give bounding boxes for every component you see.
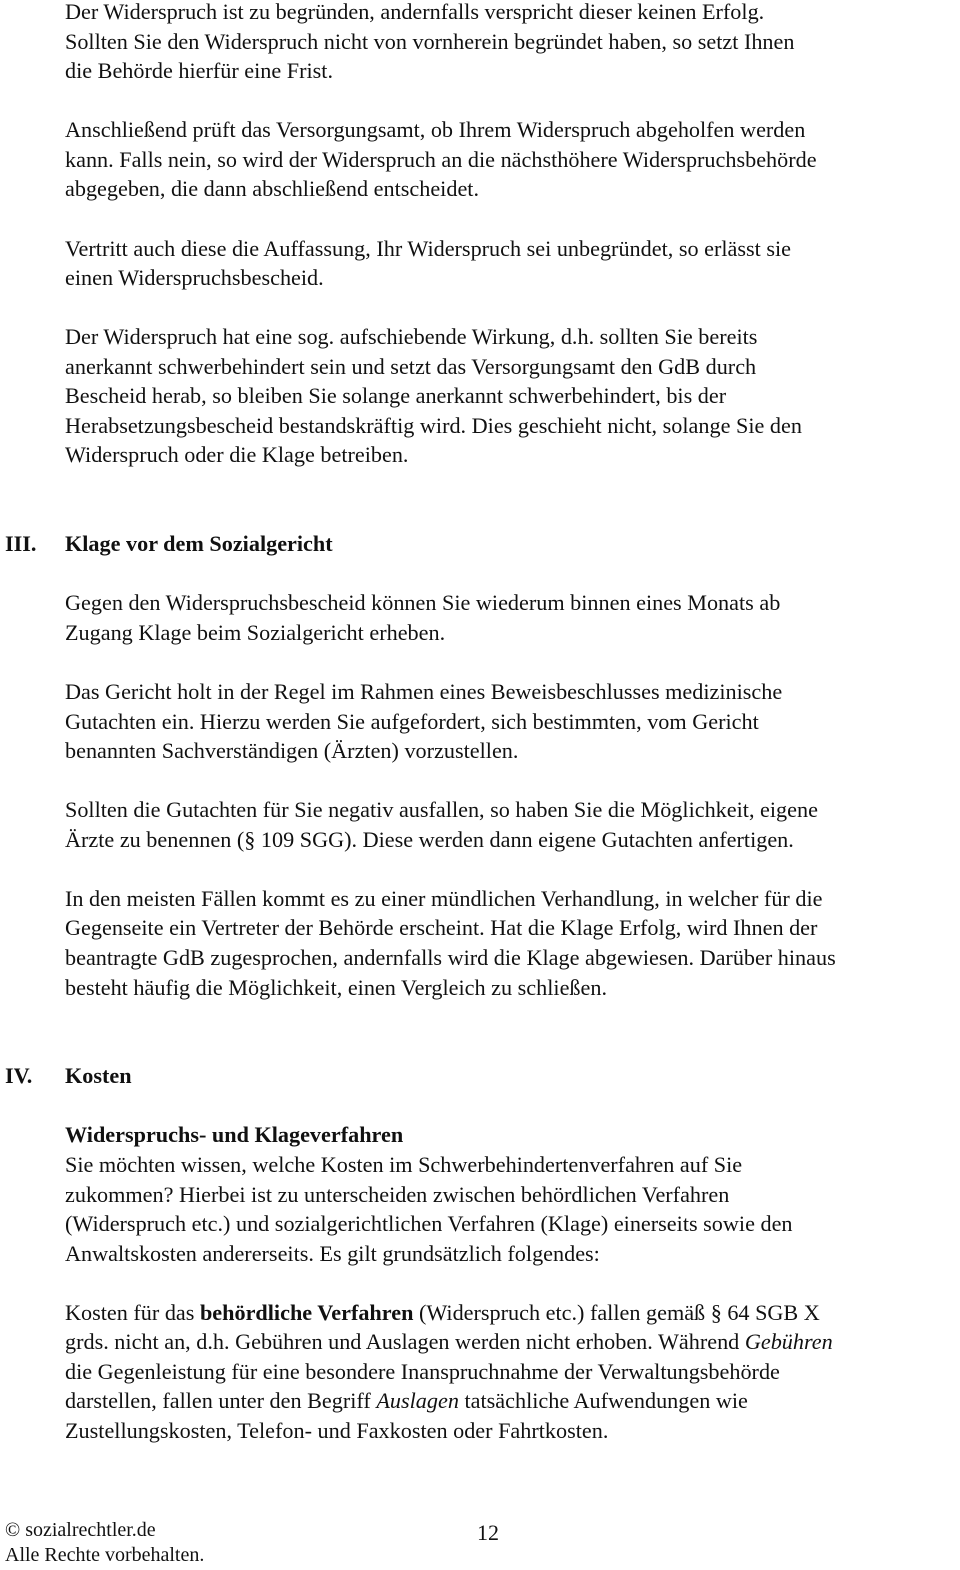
blank-line xyxy=(0,559,960,589)
text-line xyxy=(0,1327,960,1357)
blank-line xyxy=(0,1032,960,1062)
line-text: Der Widerspruch hat eine sog. aufschiebende Wirkung, d.h. sollten Sie bereits xyxy=(65,324,758,350)
section-number: IV. xyxy=(5,1063,33,1089)
text-line xyxy=(0,1209,960,1239)
text-line xyxy=(0,322,960,352)
text-line xyxy=(0,588,960,618)
line-text: darstellen, fallen unter den Begriff xyxy=(65,1388,377,1414)
line-text: Das Gericht holt in der Regel im Rahmen eines Beweisbeschlusses medizinische xyxy=(65,678,783,704)
text-line xyxy=(0,884,960,914)
line-text: Gegen den Widerspruchsbescheid können Sie wiederum binnen eines Monats ab xyxy=(65,590,781,616)
text-line xyxy=(0,943,960,973)
text-line xyxy=(0,677,960,707)
line-text: die Behörde hierfür eine Frist. xyxy=(65,58,334,84)
text-line xyxy=(0,1386,960,1416)
line-text: benannten Sachverständigen (Ärzten) vorzustellen. xyxy=(65,738,519,764)
line-text: Zustellungskosten, Telefon- und Faxkosten oder Fahrtkosten. xyxy=(65,1418,609,1443)
blank-line xyxy=(0,86,960,116)
text-line xyxy=(0,618,960,648)
line-text: Ärzte zu benennen (§ 109 SGG). Diese werden dann eigene Gutachten anfertigen. xyxy=(65,826,794,852)
line-text: tatsächliche Aufwendungen wie xyxy=(458,1388,748,1414)
line-text: Sollten die Gutachten für Sie negativ ausfallen, so haben Sie die Möglichkeit, eigene xyxy=(65,797,818,823)
line-text: anerkannt schwerbehindert sein und setzt das Versorgungsamt den GdB durch xyxy=(65,353,757,379)
line-text: (Widerspruch etc.) fallen gemäß § 64 SGB X xyxy=(413,1299,820,1325)
line-text: Herabsetzungsbescheid bestandskräftig wird. Dies geschieht nicht, solange Sie den xyxy=(65,412,802,438)
italic-text: Gebühren xyxy=(744,1329,833,1355)
text-line xyxy=(0,352,960,382)
line-text: abgegeben, die dann abschließend entscheidet. xyxy=(65,176,480,202)
page-footer xyxy=(5,1518,204,1568)
text-line xyxy=(0,145,960,175)
section-heading xyxy=(0,1061,960,1091)
blank-line xyxy=(0,470,960,500)
text-line xyxy=(0,1416,960,1446)
text-line xyxy=(0,0,960,27)
line-text: Sie möchten wissen, welche Kosten im Schwerbehindertenverfahren auf Sie xyxy=(65,1151,743,1177)
blank-line xyxy=(0,1091,960,1121)
line-text: Gutachten ein. Hierzu werden Sie aufgefordert, sich bestimmten, vom Gericht xyxy=(65,708,759,734)
blank-line xyxy=(0,1002,960,1032)
text-line xyxy=(0,1120,960,1150)
line-text: die Gegenleistung für eine besondere Inanspruchnahme der Verwaltungsbehörde xyxy=(65,1358,780,1384)
section-heading xyxy=(0,529,960,559)
blank-line xyxy=(0,854,960,884)
line-text: Der Widerspruch ist zu begründen, andernfalls verspricht dieser keinen Erfolg. xyxy=(65,0,765,24)
text-line xyxy=(0,736,960,766)
blank-line xyxy=(0,204,960,234)
blank-line xyxy=(0,293,960,323)
text-line xyxy=(0,56,960,86)
line-text: besteht häufig die Möglichkeit, einen Vergleich zu schließen. xyxy=(65,974,607,1000)
text-line xyxy=(0,411,960,441)
line-text: Anschließend prüft das Versorgungsamt, ob Ihrem Widerspruch abgeholfen werden xyxy=(65,117,806,143)
text-line xyxy=(0,440,960,470)
line-text: In den meisten Fällen kommt es zu einer mündlichen Verhandlung, in welcher für die xyxy=(65,885,823,911)
line-text: Vertritt auch diese die Auffassung, Ihr Widerspruch sei unbegründet, so erlässt sie xyxy=(65,235,791,261)
line-text: kann. Falls nein, so wird der Widerspruch an die nächsthöhere Widerspruchsbehörde xyxy=(65,146,817,172)
line-text: zukommen? Hierbei ist zu unterscheiden zwischen behördlichen Verfahren xyxy=(65,1181,730,1207)
footer-copyright: © sozialrechtler.de xyxy=(5,1519,156,1541)
text-line xyxy=(0,795,960,825)
page-number: 12 xyxy=(477,1520,499,1545)
text-line xyxy=(0,1298,960,1328)
text-line xyxy=(0,234,960,264)
line-text: Zugang Klage beim Sozialgericht erheben. xyxy=(65,619,446,645)
blank-line xyxy=(0,1268,960,1298)
text-line xyxy=(0,263,960,293)
blank-line xyxy=(0,647,960,677)
line-text: Kosten für das xyxy=(65,1299,200,1325)
blank-line xyxy=(0,766,960,796)
text-line xyxy=(0,973,960,1003)
text-line xyxy=(0,174,960,204)
text-line xyxy=(0,1150,960,1180)
section-number: III. xyxy=(5,531,37,557)
bold-text: behördliche Verfahren xyxy=(199,1299,414,1325)
line-text: Widerspruch oder die Klage betreiben. xyxy=(65,442,409,468)
line-text: Gegenseite ein Vertreter der Behörde erscheint. Hat die Klage Erfolg, wird Ihnen der xyxy=(65,915,818,941)
text-line xyxy=(0,1180,960,1210)
line-text: grds. nicht an, d.h. Gebühren und Auslagen werden nicht erhoben. Während xyxy=(65,1329,745,1355)
line-text: beantragte GdB zugesprochen, andernfalls wird die Klage abgewiesen. Darüber hinaus xyxy=(65,945,836,970)
text-line xyxy=(0,913,960,943)
text-line xyxy=(0,381,960,411)
text-line xyxy=(0,1357,960,1387)
bold-text: Widerspruchs- und Klageverfahren xyxy=(65,1122,404,1148)
line-text: Sollten Sie den Widerspruch nicht von vornherein begründet haben, so setzt Ihnen xyxy=(65,28,795,54)
line-text: einen Widerspruchsbescheid. xyxy=(65,265,324,291)
text-line xyxy=(0,707,960,737)
text-line xyxy=(0,825,960,855)
text-line xyxy=(0,1239,960,1269)
blank-line xyxy=(0,500,960,530)
italic-text: Auslagen xyxy=(376,1388,459,1414)
text-line xyxy=(0,115,960,145)
line-text: (Widerspruch etc.) und sozialgerichtlichen Verfahren (Klage) einerseits sowie den xyxy=(65,1211,793,1237)
line-text: Anwaltskosten andererseits. Es gilt grundsätzlich folgendes: xyxy=(65,1240,600,1266)
line-text: Klage vor dem Sozialgericht xyxy=(65,531,333,557)
line-text: Kosten xyxy=(65,1063,132,1089)
footer-rights: Alle Rechte vorbehalten. xyxy=(5,1544,205,1566)
text-line xyxy=(0,27,960,57)
line-text: Bescheid herab, so bleiben Sie solange anerkannt schwerbehindert, bis der xyxy=(65,383,727,409)
